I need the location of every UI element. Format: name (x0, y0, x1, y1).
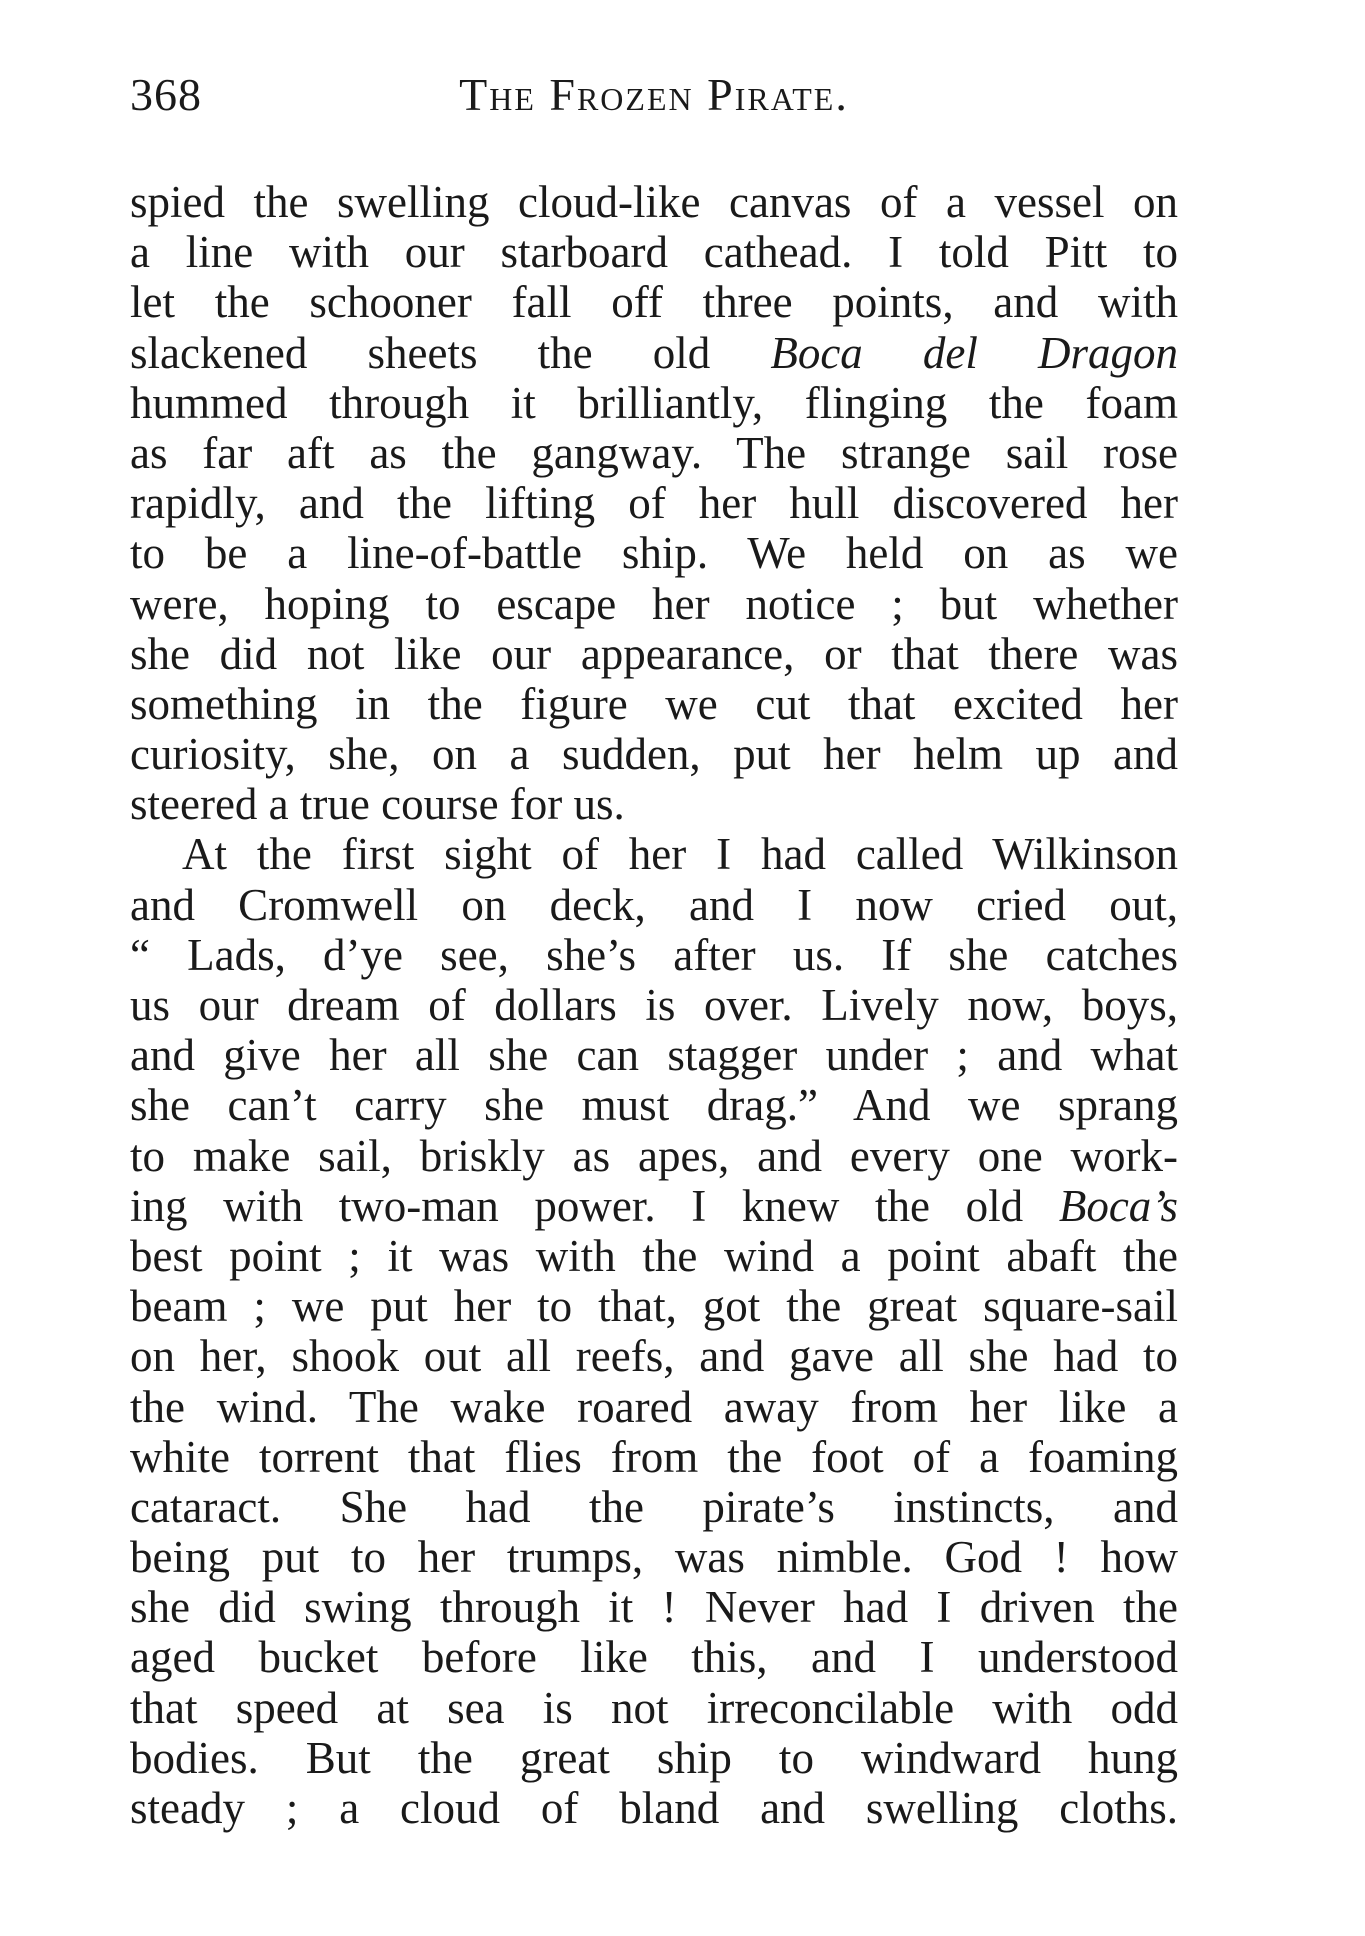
text-segment: slackened sheets the old (130, 327, 771, 378)
text-line (130, 1733, 1178, 1783)
text-segment: steered a true course for us. (130, 779, 625, 830)
text-segment: hummed through it brilliantly, flinging the foam (130, 377, 1178, 428)
text-line (130, 729, 1178, 779)
body-text (130, 177, 1178, 1833)
text-line (130, 629, 1178, 679)
text-segment: beam ; we put her to that, got the great square-sail (130, 1281, 1178, 1332)
text-segment: and Cromwell on deck, and I now cried out, (130, 879, 1178, 930)
text-line (130, 880, 1178, 930)
italic-text-segment: Boca’s (1058, 1180, 1178, 1231)
text-segment: rapidly, and the lifting of her hull discovered her (130, 478, 1178, 529)
text-line (130, 829, 1178, 879)
text-line (130, 779, 1178, 829)
running-head (130, 68, 1178, 138)
text-segment: she did swing through it ! Never had I driven the (130, 1582, 1178, 1633)
text-line (130, 1231, 1178, 1281)
text-line (130, 679, 1178, 729)
text-segment: she did not like our appearance, or that there was (130, 628, 1178, 679)
text-line (130, 930, 1178, 980)
text-segment: were, hoping to escape her notice ; but whether (130, 578, 1178, 629)
text-line (130, 1683, 1178, 1733)
text-line (130, 1482, 1178, 1532)
text-line (130, 528, 1178, 578)
text-segment: At the first sight of her I had called Wilkinson (182, 829, 1178, 880)
text-segment: that speed at sea is not irreconcilable with odd (130, 1682, 1178, 1733)
text-line (130, 980, 1178, 1030)
text-segment: best point ; it was with the wind a point abaft the (130, 1230, 1178, 1281)
text-line (130, 478, 1178, 528)
text-segment: as far aft as the gangway. The strange sail rose (130, 427, 1178, 478)
text-segment: cataract. She had the pirate’s instincts, and (130, 1481, 1178, 1532)
text-segment: ing with two-man power. I knew the old (130, 1180, 1059, 1231)
text-line (130, 328, 1178, 378)
text-line (130, 1131, 1178, 1181)
text-segment: curiosity, she, on a sudden, put her helm up and (130, 729, 1178, 780)
text-segment: spied the swelling cloud-like canvas of a vessel on (130, 177, 1178, 227)
text-line (130, 378, 1178, 428)
running-title: The Frozen Pirate. (459, 69, 849, 120)
italic-text-segment: Boca del Dragon (770, 327, 1178, 378)
text-segment: steady ; a cloud of bland and swelling cloths. (130, 1783, 1178, 1833)
text-line (130, 579, 1178, 629)
text-line (130, 1181, 1178, 1231)
text-segment: bodies. But the great ship to windward hung (130, 1732, 1178, 1783)
text-line (130, 1582, 1178, 1632)
text-line (130, 1783, 1178, 1833)
text-line (130, 1432, 1178, 1482)
text-segment: us our dream of dollars is over. Lively now, boys, (130, 980, 1178, 1030)
text-line (130, 1281, 1178, 1331)
text-segment: the wind. The wake roared away from her like a (130, 1381, 1178, 1432)
text-line (130, 1632, 1178, 1682)
text-segment: she can’t carry she must drag.” And we sprang (130, 1080, 1178, 1131)
text-segment: aged bucket before like this, and I understood (130, 1632, 1178, 1683)
text-segment: to be a line-of-battle ship. We held on as we (130, 528, 1178, 579)
page-number: 368 (130, 69, 202, 120)
text-line (130, 1030, 1178, 1080)
text-segment: white torrent that flies from the foot of a foaming (130, 1431, 1178, 1482)
text-line (130, 1532, 1178, 1582)
text-segment: a line with our starboard cathead. I told Pitt to (130, 227, 1178, 278)
text-segment: “ Lads, d’ye see, she’s after us. If she catches (130, 929, 1178, 980)
text-segment: to make sail, briskly as apes, and every one work- (130, 1130, 1178, 1181)
text-segment: on her, shook out all reefs, and gave all she had to (130, 1331, 1178, 1382)
text-segment: being put to her trumps, was nimble. God ! how (130, 1532, 1178, 1583)
text-segment: let the schooner fall off three points, and with (130, 277, 1178, 328)
text-line (130, 277, 1178, 327)
text-line (130, 177, 1178, 227)
text-segment: and give her all she can stagger under ; and what (130, 1030, 1178, 1081)
text-line (130, 1382, 1178, 1432)
text-line (130, 1331, 1178, 1381)
text-line (130, 428, 1178, 478)
text-line (130, 1080, 1178, 1130)
text-segment: something in the figure we cut that excited her (130, 678, 1178, 729)
text-line (130, 227, 1178, 277)
